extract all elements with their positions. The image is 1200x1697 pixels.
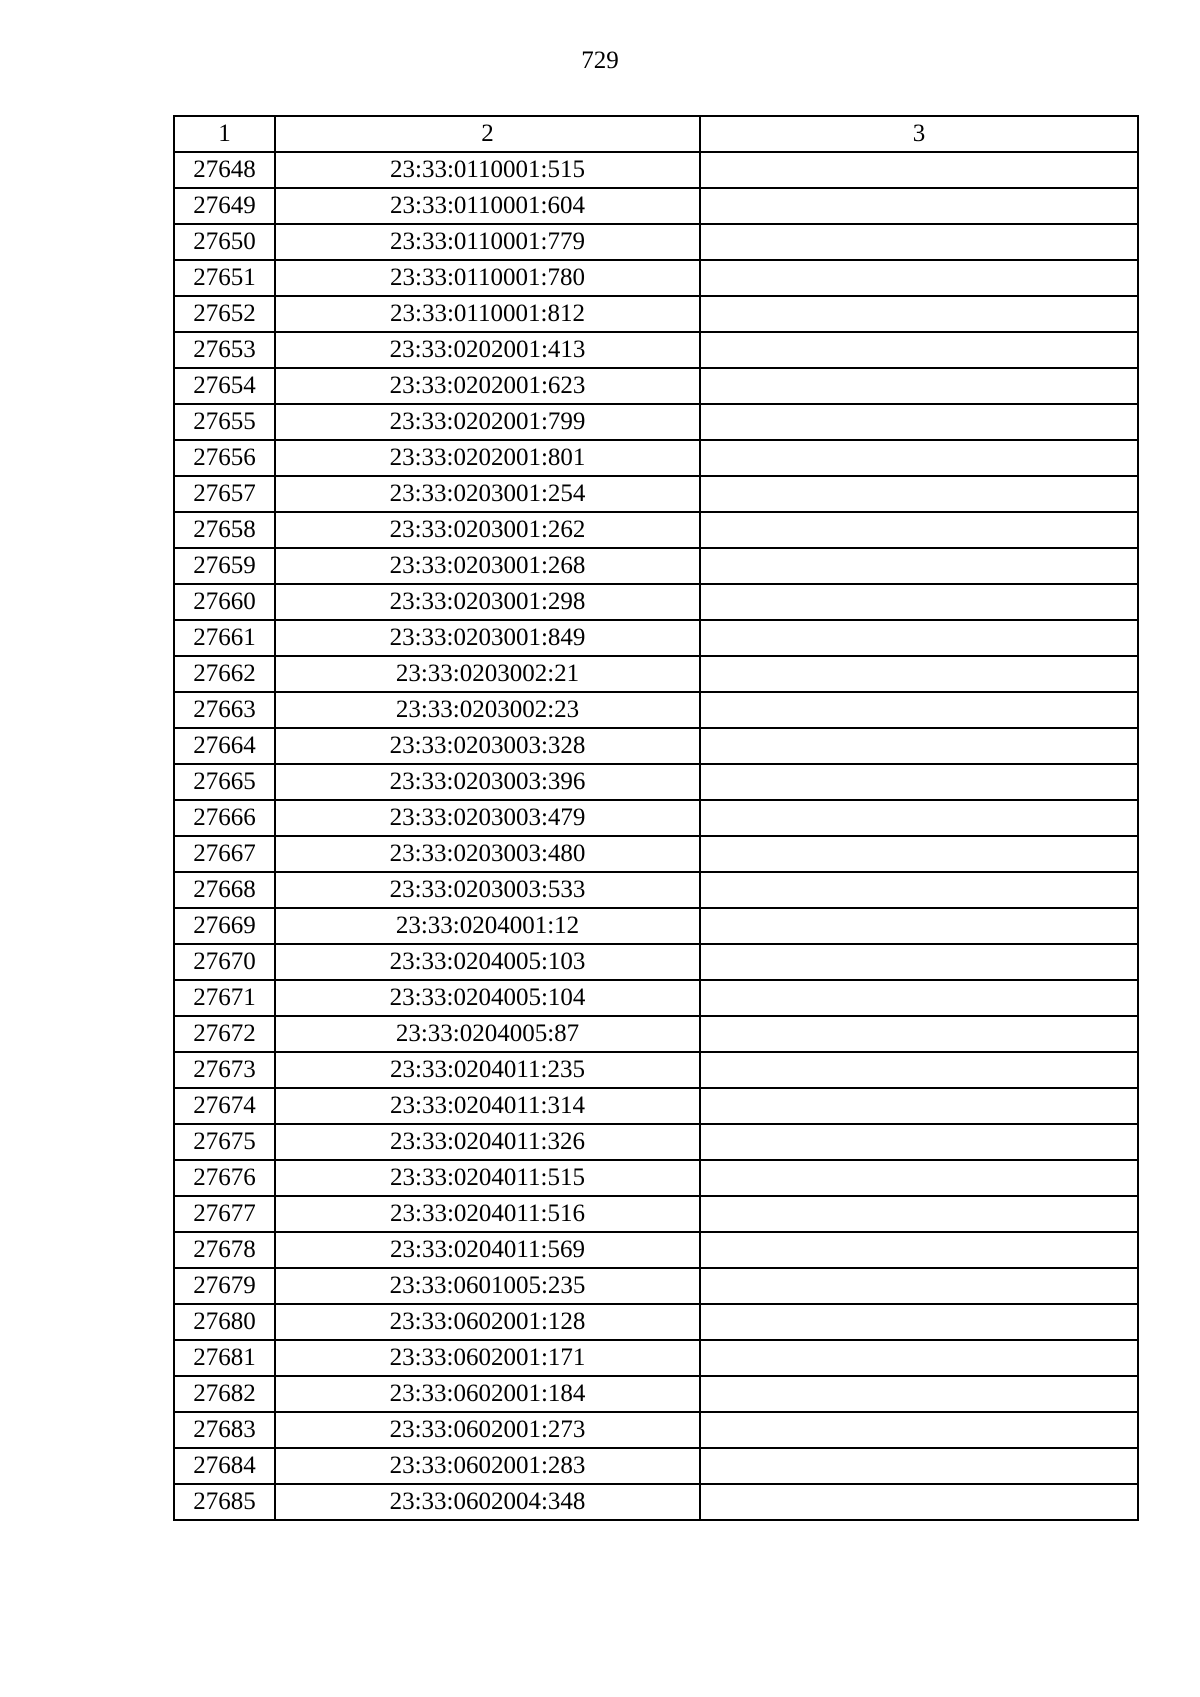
row-number-cell: 27660 — [174, 584, 275, 620]
row-number-cell: 27682 — [174, 1376, 275, 1412]
note-cell — [700, 548, 1138, 584]
table-row — [174, 908, 1138, 944]
row-number-cell: 27668 — [174, 872, 275, 908]
note-cell — [700, 620, 1138, 656]
table-row — [174, 296, 1138, 332]
note-cell — [700, 1232, 1138, 1268]
row-number-cell: 27670 — [174, 944, 275, 980]
cadastral-number-cell: 23:33:0602001:171 — [275, 1340, 700, 1376]
table-row — [174, 1124, 1138, 1160]
note-cell — [700, 1088, 1138, 1124]
table-row — [174, 1304, 1138, 1340]
table-row — [174, 944, 1138, 980]
table-row — [174, 692, 1138, 728]
table-row — [174, 980, 1138, 1016]
row-number-cell: 27656 — [174, 440, 275, 476]
note-cell — [700, 908, 1138, 944]
cadastral-number-cell: 23:33:0203001:254 — [275, 476, 700, 512]
note-cell — [700, 332, 1138, 368]
cadastral-number-cell: 23:33:0203003:533 — [275, 872, 700, 908]
table-row — [174, 1448, 1138, 1484]
cadastral-number-cell: 23:33:0602001:283 — [275, 1448, 700, 1484]
row-number-cell: 27684 — [174, 1448, 275, 1484]
table-header-row — [174, 116, 1138, 152]
cadastral-number-cell: 23:33:0203003:479 — [275, 800, 700, 836]
table-row — [174, 1268, 1138, 1304]
note-cell — [700, 1376, 1138, 1412]
note-cell — [700, 296, 1138, 332]
row-number-cell: 27662 — [174, 656, 275, 692]
table-row — [174, 476, 1138, 512]
row-number-cell: 27681 — [174, 1340, 275, 1376]
row-number-cell: 27650 — [174, 224, 275, 260]
cadastral-number-cell: 23:33:0204005:104 — [275, 980, 700, 1016]
row-number-cell: 27685 — [174, 1484, 275, 1520]
row-number-cell: 27672 — [174, 1016, 275, 1052]
row-number-cell: 27664 — [174, 728, 275, 764]
note-cell — [700, 224, 1138, 260]
cadastral-number-cell: 23:33:0204011:515 — [275, 1160, 700, 1196]
cadastral-number-cell: 23:33:0204011:235 — [275, 1052, 700, 1088]
cadastral-number-cell: 23:33:0204005:103 — [275, 944, 700, 980]
note-cell — [700, 440, 1138, 476]
note-cell — [700, 1052, 1138, 1088]
column-header-2: 2 — [275, 116, 700, 152]
table-row — [174, 260, 1138, 296]
note-cell — [700, 1304, 1138, 1340]
note-cell — [700, 476, 1138, 512]
table-row — [174, 332, 1138, 368]
note-cell — [700, 1196, 1138, 1232]
cadastral-number-cell: 23:33:0110001:604 — [275, 188, 700, 224]
row-number-cell: 27655 — [174, 404, 275, 440]
cadastral-number-cell: 23:33:0602001:184 — [275, 1376, 700, 1412]
note-cell — [700, 188, 1138, 224]
cadastral-number-cell: 23:33:0204011:314 — [275, 1088, 700, 1124]
row-number-cell: 27653 — [174, 332, 275, 368]
table-row — [174, 548, 1138, 584]
note-cell — [700, 1016, 1138, 1052]
cadastral-number-cell: 23:33:0204011:516 — [275, 1196, 700, 1232]
table-row — [174, 1160, 1138, 1196]
note-cell — [700, 1484, 1138, 1520]
cadastral-number-cell: 23:33:0203002:21 — [275, 656, 700, 692]
table-row — [174, 584, 1138, 620]
row-number-cell: 27675 — [174, 1124, 275, 1160]
note-cell — [700, 260, 1138, 296]
row-number-cell: 27661 — [174, 620, 275, 656]
note-cell — [700, 728, 1138, 764]
cadastral-number-cell: 23:33:0110001:812 — [275, 296, 700, 332]
table-row — [174, 1340, 1138, 1376]
cadastral-number-cell: 23:33:0203001:262 — [275, 512, 700, 548]
cadastral-number-cell: 23:33:0110001:779 — [275, 224, 700, 260]
page-number: 729 — [581, 47, 619, 74]
row-number-cell: 27671 — [174, 980, 275, 1016]
cadastral-number-cell: 23:33:0203001:268 — [275, 548, 700, 584]
table-row — [174, 836, 1138, 872]
note-cell — [700, 800, 1138, 836]
row-number-cell: 27678 — [174, 1232, 275, 1268]
cadastral-number-cell: 23:33:0204011:326 — [275, 1124, 700, 1160]
cadastral-table — [173, 115, 1139, 1521]
note-cell — [700, 584, 1138, 620]
note-cell — [700, 1268, 1138, 1304]
cadastral-number-cell: 23:33:0602001:273 — [275, 1412, 700, 1448]
cadastral-number-cell: 23:33:0601005:235 — [275, 1268, 700, 1304]
note-cell — [700, 1340, 1138, 1376]
table-row — [174, 1196, 1138, 1232]
column-header-1: 1 — [174, 116, 275, 152]
cadastral-number-cell: 23:33:0203003:480 — [275, 836, 700, 872]
note-cell — [700, 152, 1138, 188]
row-number-cell: 27649 — [174, 188, 275, 224]
table-row — [174, 152, 1138, 188]
note-cell — [700, 404, 1138, 440]
table-row — [174, 1232, 1138, 1268]
row-number-cell: 27680 — [174, 1304, 275, 1340]
note-cell — [700, 1412, 1138, 1448]
row-number-cell: 27648 — [174, 152, 275, 188]
table-row — [174, 872, 1138, 908]
cadastral-number-cell: 23:33:0203001:849 — [275, 620, 700, 656]
note-cell — [700, 836, 1138, 872]
note-cell — [700, 764, 1138, 800]
table-row — [174, 512, 1138, 548]
note-cell — [700, 872, 1138, 908]
note-cell — [700, 656, 1138, 692]
cadastral-number-cell: 23:33:0202001:413 — [275, 332, 700, 368]
cadastral-number-cell: 23:33:0204005:87 — [275, 1016, 700, 1052]
row-number-cell: 27676 — [174, 1160, 275, 1196]
table-row — [174, 404, 1138, 440]
row-number-cell: 27666 — [174, 800, 275, 836]
table-row — [174, 728, 1138, 764]
note-cell — [700, 1160, 1138, 1196]
row-number-cell: 27679 — [174, 1268, 275, 1304]
row-number-cell: 27657 — [174, 476, 275, 512]
table-row — [174, 656, 1138, 692]
table-row — [174, 1052, 1138, 1088]
cadastral-number-cell: 23:33:0204011:569 — [275, 1232, 700, 1268]
row-number-cell: 27665 — [174, 764, 275, 800]
cadastral-number-cell: 23:33:0202001:623 — [275, 368, 700, 404]
row-number-cell: 27677 — [174, 1196, 275, 1232]
note-cell — [700, 512, 1138, 548]
row-number-cell: 27674 — [174, 1088, 275, 1124]
table-row — [174, 800, 1138, 836]
table-row — [174, 224, 1138, 260]
table-body — [174, 152, 1138, 1520]
cadastral-number-cell: 23:33:0203001:298 — [275, 584, 700, 620]
cadastral-number-cell: 23:33:0602004:348 — [275, 1484, 700, 1520]
row-number-cell: 27652 — [174, 296, 275, 332]
cadastral-number-cell: 23:33:0202001:801 — [275, 440, 700, 476]
row-number-cell: 27667 — [174, 836, 275, 872]
cadastral-number-cell: 23:33:0204001:12 — [275, 908, 700, 944]
row-number-cell: 27663 — [174, 692, 275, 728]
row-number-cell: 27683 — [174, 1412, 275, 1448]
note-cell — [700, 980, 1138, 1016]
table-row — [174, 440, 1138, 476]
note-cell — [700, 944, 1138, 980]
row-number-cell: 27673 — [174, 1052, 275, 1088]
table-row — [174, 1376, 1138, 1412]
table-row — [174, 368, 1138, 404]
row-number-cell: 27669 — [174, 908, 275, 944]
table-row — [174, 188, 1138, 224]
row-number-cell: 27654 — [174, 368, 275, 404]
table-row — [174, 1412, 1138, 1448]
cadastral-number-cell: 23:33:0110001:515 — [275, 152, 700, 188]
table-row — [174, 620, 1138, 656]
cadastral-number-cell: 23:33:0110001:780 — [275, 260, 700, 296]
cadastral-number-cell: 23:33:0203003:396 — [275, 764, 700, 800]
note-cell — [700, 1124, 1138, 1160]
cadastral-number-cell: 23:33:0203002:23 — [275, 692, 700, 728]
row-number-cell: 27659 — [174, 548, 275, 584]
row-number-cell: 27658 — [174, 512, 275, 548]
cadastral-number-cell: 23:33:0203003:328 — [275, 728, 700, 764]
table-row — [174, 764, 1138, 800]
column-header-3: 3 — [700, 116, 1138, 152]
table-row — [174, 1088, 1138, 1124]
note-cell — [700, 1448, 1138, 1484]
note-cell — [700, 368, 1138, 404]
table-row — [174, 1484, 1138, 1520]
cadastral-number-cell: 23:33:0202001:799 — [275, 404, 700, 440]
table-row — [174, 1016, 1138, 1052]
row-number-cell: 27651 — [174, 260, 275, 296]
cadastral-number-cell: 23:33:0602001:128 — [275, 1304, 700, 1340]
note-cell — [700, 692, 1138, 728]
